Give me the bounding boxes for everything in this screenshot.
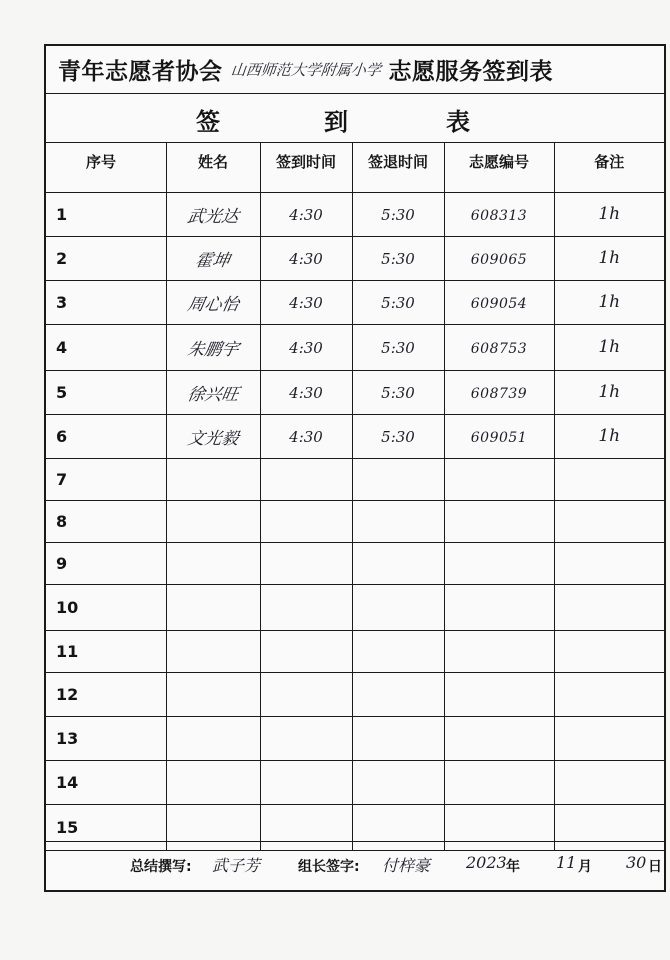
- note-cell: [554, 672, 664, 716]
- table-row: [46, 542, 664, 584]
- table-row: [46, 324, 664, 370]
- note-cell: [554, 716, 664, 760]
- row-seq-cell: 1: [46, 192, 166, 236]
- sign-in-time: 4:30: [289, 338, 323, 357]
- note: 1h: [598, 292, 621, 312]
- sign-out-time: 5:30: [381, 249, 415, 268]
- sign-in-time-cell: [260, 672, 352, 716]
- row-seq-cell: 10: [46, 584, 166, 630]
- volunteer-name-cell: [166, 542, 260, 584]
- note-cell: [554, 500, 664, 542]
- column-header-note: 备注: [554, 142, 664, 192]
- volunteer-name-cell: [166, 324, 260, 370]
- summary-label: 总结撰写:: [130, 859, 192, 875]
- volunteer-id-cell: [444, 542, 554, 584]
- form-title: 志愿服务签到表: [388, 59, 554, 85]
- sign-out-time-cell: [352, 716, 444, 760]
- volunteer-id-cell: [444, 236, 554, 280]
- sign-out-time-cell: [352, 584, 444, 630]
- row-seq-cell: 2: [46, 236, 166, 280]
- volunteer-id-cell: [444, 716, 554, 760]
- table-row: [46, 280, 664, 324]
- footer-row: [46, 841, 664, 890]
- sign-in-time-cell: [260, 192, 352, 236]
- volunteer-name-cell: [166, 760, 260, 804]
- sign-in-time-cell: [260, 280, 352, 324]
- volunteer-name: 霍坤: [193, 250, 232, 271]
- volunteer-id: 608753: [470, 340, 528, 357]
- sign-in-sheet: [44, 44, 666, 892]
- date-day-label: 日: [648, 859, 662, 875]
- sign-in-time: 4:30: [289, 293, 323, 312]
- table-row: [46, 236, 664, 280]
- sign-out-time: 5:30: [381, 293, 415, 312]
- column-header-volunteer-id: 志愿编号: [444, 142, 554, 192]
- row-seq-cell: 12: [46, 672, 166, 716]
- note: 1h: [598, 426, 621, 446]
- sign-out-time-cell: [352, 542, 444, 584]
- table-row: [46, 760, 664, 804]
- sign-out-time-cell: [352, 236, 444, 280]
- volunteer-name-cell: [166, 672, 260, 716]
- sign-in-time: 4:30: [289, 205, 323, 224]
- sign-out-time-cell: [352, 192, 444, 236]
- note: 1h: [598, 204, 621, 224]
- subtitle-char: 表: [446, 108, 470, 136]
- volunteer-id-cell: [444, 280, 554, 324]
- sign-out-time-cell: [352, 280, 444, 324]
- volunteer-id: 608739: [470, 385, 528, 402]
- sign-in-time-cell: [260, 630, 352, 672]
- row-seq-cell: 3: [46, 280, 166, 324]
- note-cell: [554, 324, 664, 370]
- column-header-seq: 序号: [46, 142, 166, 192]
- volunteer-name-cell: [166, 370, 260, 414]
- leader-signature: 付梓豪: [382, 856, 431, 875]
- row-seq-cell: 6: [46, 414, 166, 458]
- sign-out-time: 5:30: [381, 205, 415, 224]
- table-row: [46, 458, 664, 500]
- note: 1h: [598, 337, 621, 357]
- note-cell: [554, 760, 664, 804]
- row-seq-cell: 4: [46, 324, 166, 370]
- volunteer-name: 徐兴旺: [185, 384, 240, 405]
- row-seq-cell: 11: [46, 630, 166, 672]
- volunteer-id-cell: [444, 630, 554, 672]
- sign-out-time-cell: [352, 324, 444, 370]
- volunteer-name-cell: [166, 716, 260, 760]
- table-row: [46, 370, 664, 414]
- sign-in-time: 4:30: [289, 427, 323, 446]
- volunteer-name: 武光达: [185, 206, 240, 227]
- sign-in-time: 4:30: [289, 249, 323, 268]
- subtitle-char: 到: [324, 108, 348, 136]
- volunteer-name: 周心怡: [185, 294, 240, 315]
- volunteer-id: 609054: [470, 295, 528, 312]
- note-cell: [554, 584, 664, 630]
- volunteer-id-cell: [444, 192, 554, 236]
- sign-in-time: 4:30: [289, 383, 323, 402]
- leader-label: 组长签字:: [298, 859, 360, 875]
- volunteer-name: 文光毅: [185, 428, 240, 449]
- volunteer-id: 609065: [470, 251, 528, 268]
- date-year-label: 年: [506, 859, 520, 875]
- column-header-sign-in: 签到时间: [260, 142, 352, 192]
- note-cell: [554, 370, 664, 414]
- volunteer-id-cell: [444, 458, 554, 500]
- note: 1h: [598, 382, 621, 402]
- summary-signature: 武子芳: [212, 856, 261, 875]
- subtitle-char: 签: [196, 108, 220, 136]
- association-title: 青年志愿者协会: [58, 59, 223, 85]
- row-seq-cell: 5: [46, 370, 166, 414]
- sign-in-time-cell: [260, 542, 352, 584]
- sign-in-time-cell: [260, 458, 352, 500]
- row-seq-cell: 15: [46, 804, 166, 850]
- volunteer-id-cell: [444, 760, 554, 804]
- sign-out-time-cell: [352, 630, 444, 672]
- row-seq-cell: 14: [46, 760, 166, 804]
- volunteer-name-cell: [166, 192, 260, 236]
- attendance-table: [46, 142, 664, 851]
- note-cell: [554, 458, 664, 500]
- sign-in-time-cell: [260, 716, 352, 760]
- sign-in-time-cell: [260, 414, 352, 458]
- volunteer-name-cell: [166, 584, 260, 630]
- row-seq-cell: 7: [46, 458, 166, 500]
- sign-out-time-cell: [352, 370, 444, 414]
- volunteer-name-cell: [166, 236, 260, 280]
- sign-in-time-cell: [260, 324, 352, 370]
- date-month: 11: [556, 853, 577, 872]
- note: 1h: [598, 248, 621, 268]
- sign-in-time-cell: [260, 760, 352, 804]
- volunteer-id-cell: [444, 500, 554, 542]
- row-seq-cell: 13: [46, 716, 166, 760]
- sign-out-time-cell: [352, 500, 444, 542]
- volunteer-id-cell: [444, 584, 554, 630]
- sign-out-time: 5:30: [381, 427, 415, 446]
- table-row: [46, 584, 664, 630]
- table-row: [46, 500, 664, 542]
- column-header-name: 姓名: [166, 142, 260, 192]
- volunteer-name-cell: [166, 280, 260, 324]
- sign-in-time-cell: [260, 584, 352, 630]
- sign-in-time-cell: [260, 370, 352, 414]
- volunteer-id-cell: [444, 324, 554, 370]
- column-header-sign-out: 签退时间: [352, 142, 444, 192]
- school-name-handwritten: 山西师范大学附属小学: [229, 61, 382, 79]
- note-cell: [554, 192, 664, 236]
- date-year: 2023: [466, 853, 507, 872]
- volunteer-name: 朱鹏宇: [185, 339, 240, 360]
- volunteer-id-cell: [444, 672, 554, 716]
- note-cell: [554, 236, 664, 280]
- date-month-label: 月: [578, 859, 592, 875]
- volunteer-id-cell: [444, 414, 554, 458]
- volunteer-id: 608313: [470, 207, 528, 224]
- volunteer-name-cell: [166, 630, 260, 672]
- sign-out-time-cell: [352, 458, 444, 500]
- note-cell: [554, 542, 664, 584]
- sign-out-time-cell: [352, 414, 444, 458]
- sign-in-time-cell: [260, 236, 352, 280]
- table-row: [46, 630, 664, 672]
- table-row: [46, 716, 664, 760]
- note-cell: [554, 630, 664, 672]
- volunteer-name-cell: [166, 500, 260, 542]
- row-seq-cell: 9: [46, 542, 166, 584]
- sign-out-time-cell: [352, 760, 444, 804]
- note-cell: [554, 280, 664, 324]
- volunteer-name-cell: [166, 458, 260, 500]
- subtitle-row: [46, 94, 664, 143]
- sign-out-time-cell: [352, 672, 444, 716]
- sign-in-time-cell: [260, 500, 352, 542]
- volunteer-id: 609051: [470, 429, 528, 446]
- volunteer-name-cell: [166, 414, 260, 458]
- table-header-row: [46, 142, 664, 192]
- sign-out-time: 5:30: [381, 338, 415, 357]
- table-row: [46, 192, 664, 236]
- table-row: [46, 672, 664, 716]
- volunteer-id-cell: [444, 370, 554, 414]
- note-cell: [554, 414, 664, 458]
- sign-out-time: 5:30: [381, 383, 415, 402]
- date-day: 30: [626, 853, 647, 872]
- title-row: [46, 46, 664, 94]
- table-row: [46, 414, 664, 458]
- row-seq-cell: 8: [46, 500, 166, 542]
